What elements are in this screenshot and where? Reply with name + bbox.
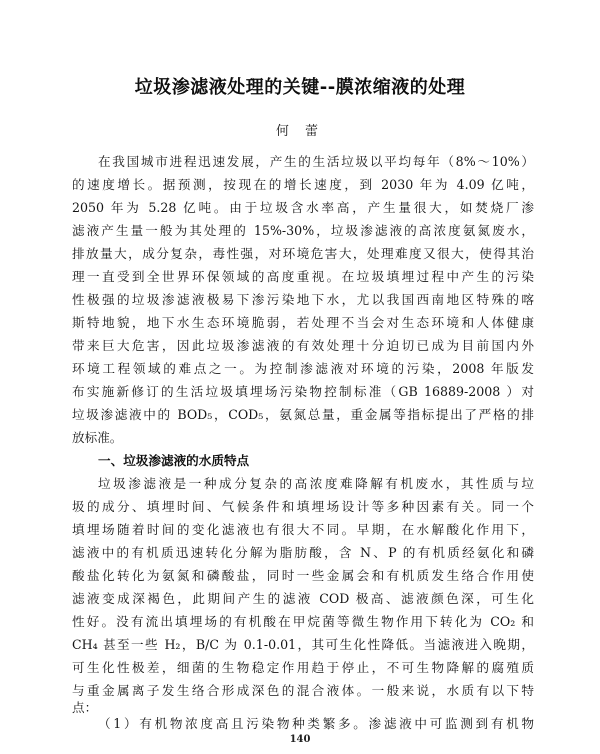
paragraph-2-line: 点： xyxy=(72,700,98,715)
paragraph-1-line: 带来巨大危害，因此垃圾渗滤液的有效处理十分迫切已成为目前国内外 xyxy=(72,338,534,353)
page-number: 140 xyxy=(289,734,311,745)
paragraph-2-line: 滤液变成深褐色，此期间产生的滤液 COD 极高、滤液颜色深，可生化 xyxy=(72,591,534,606)
paragraph-1-line: 环境工程领域的难点之一。为控制渗滤液对环境的污染，2008 年版发 xyxy=(72,361,534,376)
paragraph-2-line: 性好。没有流出填埋场的有机酸在甲烷菌等微生物作用下转化为 CO₂ 和 xyxy=(72,614,534,629)
paragraph-1-line: 放标准。 xyxy=(72,430,123,445)
paragraph-1-line: 性极强的垃圾渗滤液极易下渗污染地下水，尤以我国西南地区特殊的喀 xyxy=(72,292,534,307)
paragraph-2-line: 圾的成分、填埋时间、气候条件和填埋场设计等多种因素有关。同一个 xyxy=(72,499,534,514)
paragraph-1-line: 布实施新修订的生活垃圾填埋场污染物控制标准（GB 16889-2008 ）对 xyxy=(72,384,534,399)
paragraph-1-line: 的速度增长。据预测，按现在的增长速度，到 2030 年为 4.09 亿吨， xyxy=(72,177,534,192)
page-title: 垃圾渗滤液处理的关键--膜浓缩液的处理 xyxy=(134,77,466,98)
paragraph-2-line: 垃圾渗滤液是一种成分复杂的高浓度难降解有机废水，其性质与垃 xyxy=(98,476,534,491)
paragraph-1-line: 垃圾渗滤液中的 BOD₅，COD₅，氨氮总量，重金属等指标提出了严格的排 xyxy=(72,407,534,422)
paragraph-1-line: 理一直受到全世界环保领域的高度重视。在垃圾填埋过程中产生的污染 xyxy=(72,269,534,284)
paragraph-1-line: 斯特地貌，地下水生态环境脆弱，若处理不当会对生态环境和人体健康 xyxy=(72,315,534,330)
paragraph-2-line: 酸盐化转化为氨氮和磷酸盐，同时一些金属会和有机质发生络合作用使 xyxy=(72,568,534,583)
section-heading: 一、垃圾渗滤液的水质特点 xyxy=(98,453,250,468)
paragraph-1-line: 排放量大，成分复杂，毒性强，对环境危害大，处理难度又很大，使得其治 xyxy=(72,246,534,261)
paragraph-2-line: 填埋场随着时间的变化滤液也有很大不同。早期，在水解酸化作用下， xyxy=(72,522,534,537)
author-name: 何 蕾 xyxy=(275,124,325,139)
paragraph-1-line: 在我国城市进程迅速发展，产生的生活垃圾以平均每年（8%～10%） xyxy=(98,154,534,169)
paragraph-2-line: CH₄ 甚至一些 H₂，B/C 为 0.1-0.01，其可生化性降低。当滤液进入晚期， xyxy=(72,637,534,652)
paragraph-2-line: 可生化性极差，细菌的生物稳定作用趋于停止，不可生物降解的腐殖质 xyxy=(72,660,534,675)
paragraph-2-line: 滤液中的有机质迅速转化分解为脂肪酸，含 N、P 的有机质经氨化和磷 xyxy=(72,545,534,560)
paragraph-1-line: 2050 年为 5.28 亿吨。由于垃圾含水率高，产生量很大，如焚烧厂渗 xyxy=(72,200,534,215)
paragraph-3-line: （1）有机物浓度高且污染物种类繁多。渗滤液中可监测到有机物 xyxy=(98,716,534,731)
paragraph-1-line: 滤液产生量一般为其处理的 15%-30%，垃圾渗滤液的高浓度氨氮废水， xyxy=(72,223,534,238)
paragraph-2-line: 与重金属离子发生络合形成深色的混合液体。一般来说，水质有以下特 xyxy=(72,683,534,698)
